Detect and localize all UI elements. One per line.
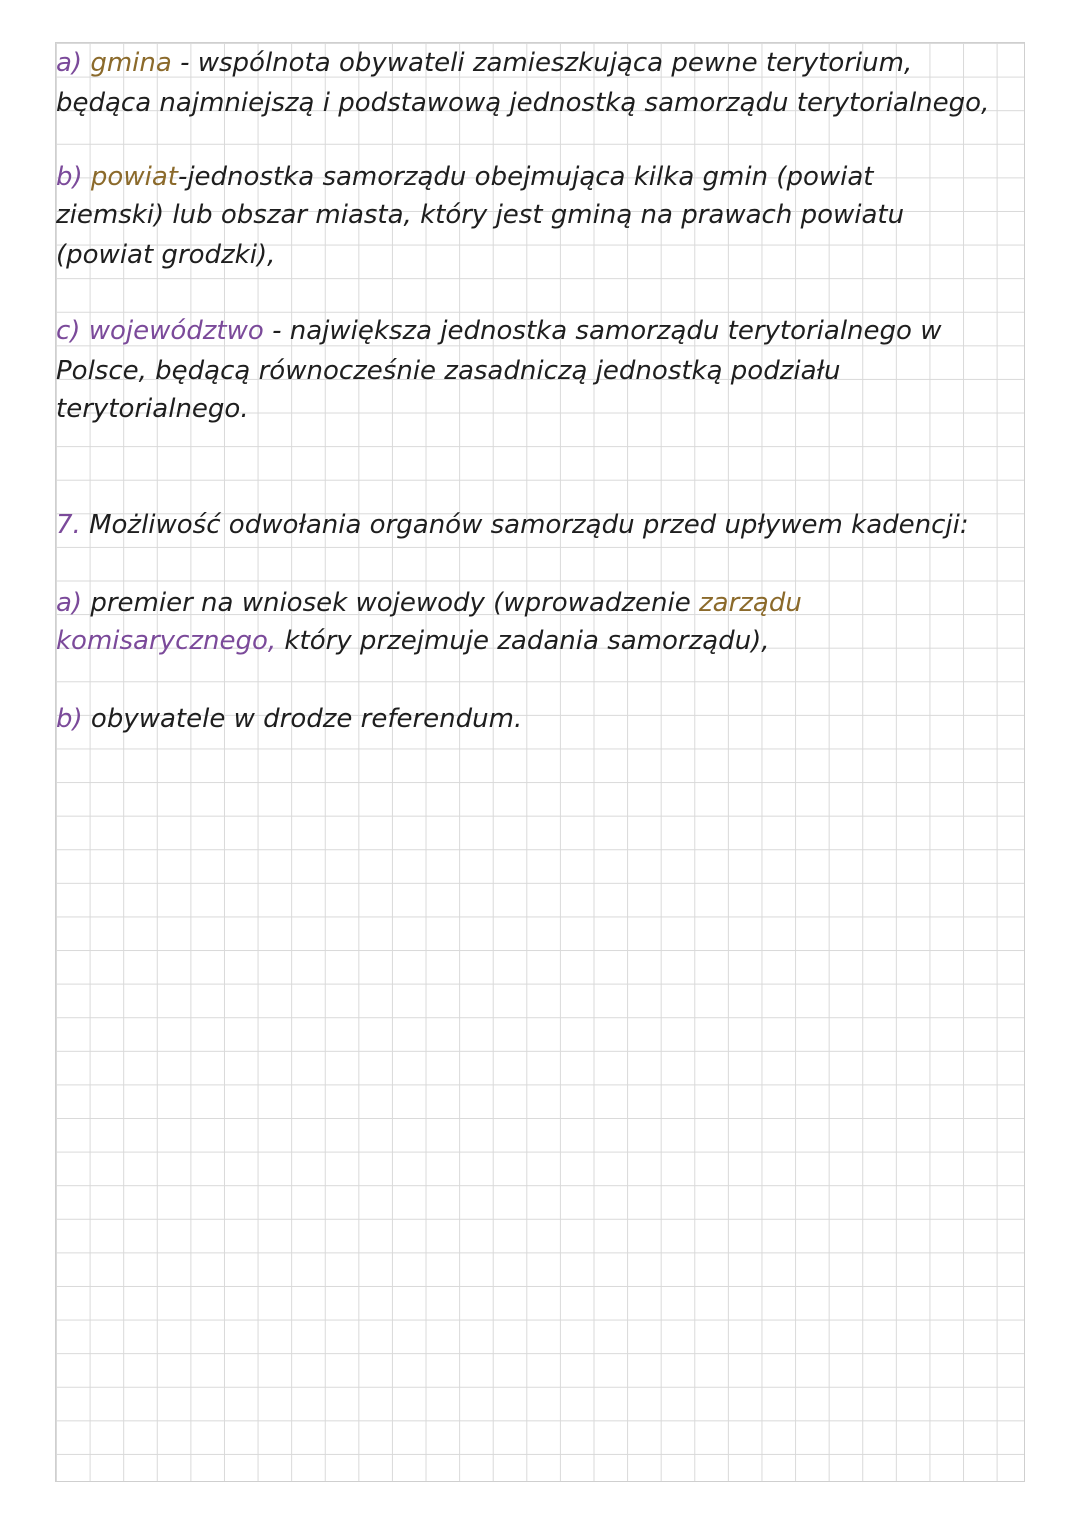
item-c-wojewodztwo-line-2	[56, 356, 840, 386]
item-7a-line-1	[56, 588, 802, 618]
term-powiat: powiat	[90, 162, 178, 192]
item-7a-line-2	[56, 626, 770, 656]
definition-text: Polsce, będącą równocześnie zasadniczą jednostką podziału	[56, 356, 841, 386]
section-7-heading	[56, 510, 969, 540]
definition-text: -jednostka samorządu obejmująca kilka gmin (powiat	[177, 162, 874, 192]
item-marker: b)	[56, 162, 83, 192]
definition-text: terytorialnego.	[56, 394, 249, 424]
item-text: który przejmuje zadania samorządu),	[276, 626, 770, 656]
item-text: premier na wniosek wojewody (wprowadzenie	[82, 588, 699, 618]
item-marker: a)	[56, 48, 83, 78]
item-marker: a)	[56, 588, 83, 618]
section-number: 7.	[56, 510, 81, 540]
item-text: obywatele w drodze referendum.	[82, 704, 523, 734]
item-a-gmina-line-1	[56, 48, 912, 78]
item-c-wojewodztwo-line-1	[56, 316, 941, 346]
definition-text: - wspólnota obywateli zamieszkująca pewne terytorium,	[171, 48, 913, 78]
item-b-powiat-line-2	[56, 200, 904, 230]
definition-text: (powiat grodzki),	[56, 240, 276, 270]
item-b-powiat-line-3	[56, 240, 275, 270]
term-gmina: gmina	[90, 48, 172, 78]
item-b-powiat-line-1	[56, 162, 873, 192]
definition-text: - największa jednostka samorządu terytorialnego w	[263, 316, 942, 346]
term-komisarycznego: komisarycznego,	[56, 626, 277, 656]
item-a-gmina-line-2	[56, 88, 989, 118]
definition-text: będąca najmniejszą i podstawową jednostką samorządu terytorialnego,	[56, 88, 990, 118]
item-c-wojewodztwo-line-3	[56, 394, 249, 424]
item-marker: b)	[56, 704, 83, 734]
section-heading-text: Możliwość odwołania organów samorządu przed upływem kadencji:	[80, 510, 969, 540]
item-7b-line-1	[56, 704, 522, 734]
item-marker: c)	[56, 316, 81, 346]
term-wojewodztwo: województwo	[88, 316, 264, 346]
definition-text: ziemski) lub obszar miasta, który jest gminą na prawach powiatu	[56, 200, 905, 230]
term-zarzadu: zarządu	[698, 588, 802, 618]
